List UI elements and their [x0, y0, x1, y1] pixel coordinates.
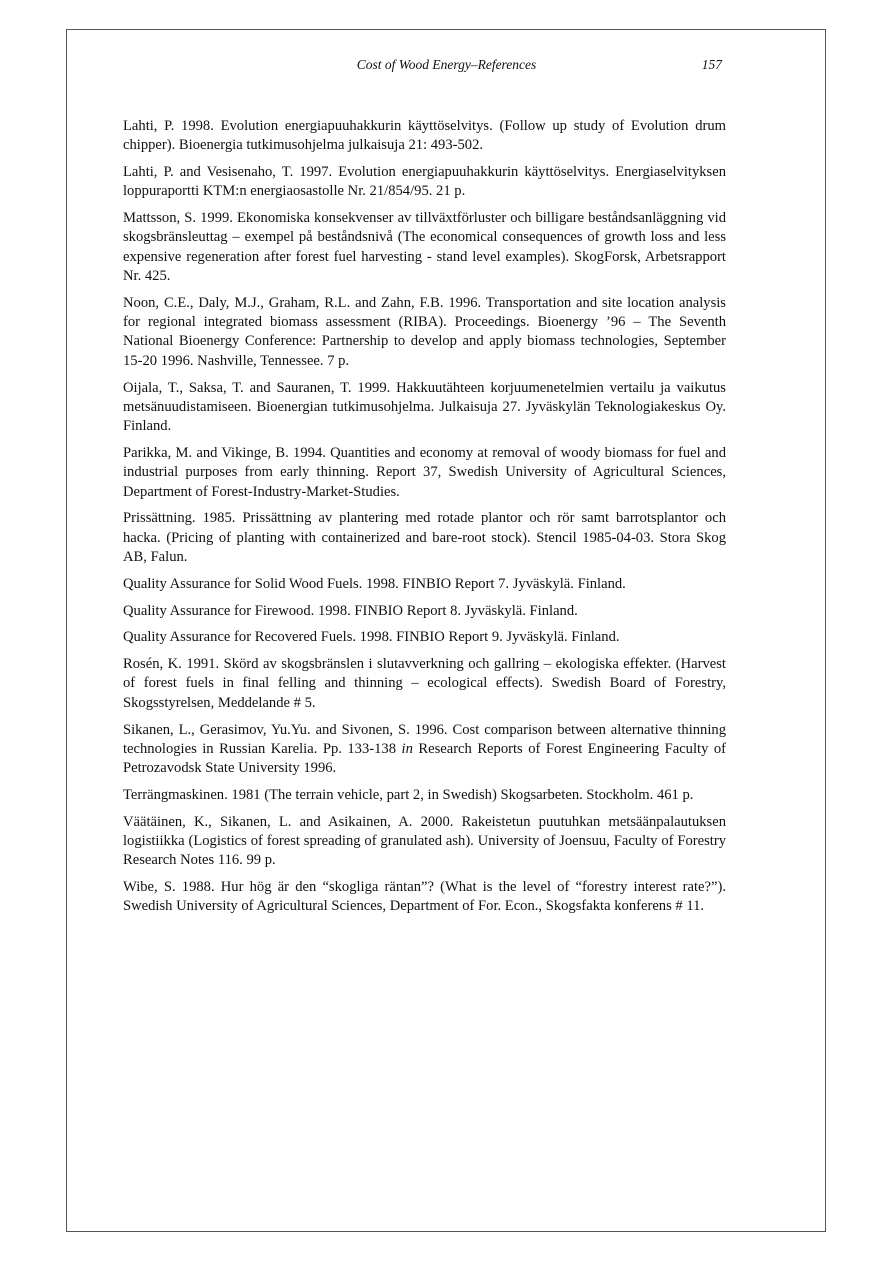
- reference-quality-solid-fuels: Quality Assurance for Solid Wood Fuels. 1998. FINBIO Report 7. Jyväskylä. Finland.: [123, 575, 626, 592]
- reference-sikanen-text-before: Sikanen, L., Gerasimov, Yu.Yu. and Sivonen, S. 1996. Cost comparison between alternative thinning technologies in Russian Karelia. Pp. 133-138: [123, 721, 726, 757]
- header-title: Cost of Wood Energy–References: [356, 57, 537, 72]
- reference-oijala-1999: Oijala, T., Saksa, T. and Sauranen, T. 1999. Hakkuutähteen korjuumenetelmien vertailu ja vaikutus metsänuudistamiseen. Bioenergian tutkimusohjelma. Julkaisuja 27. Jyväskylän Teknologiakeskus Oy. Finland.: [123, 379, 726, 435]
- reference-list: [123, 117, 726, 924]
- reference-sikanen-1996: [123, 721, 726, 779]
- reference-vaatainen-2000: Väätäinen, K., Sikanen, L. and Asikainen, A. 2000. Rakeistetun puutuhkan metsäänpalautuksen logistiikka (Logistics of forest spreading of granulated ash). University of Joensuu, Faculty of Forestry Research Notes 116. 99 p.: [123, 813, 726, 869]
- reference-sikanen-text-after: Research Reports of Forest Engineering Faculty of Petrozavodsk State University 1996.: [123, 740, 727, 777]
- reference-lahti-1998: Lahti, P. 1998. Evolution energiapuuhakkurin käyttöselvitys. (Follow up study of Evolution drum chipper). Bioenergia tutkimusohjelma julkaisuja 21: 493-502.: [123, 118, 726, 154]
- reference-noon-1996: Noon, C.E., Daly, M.J., Graham, R.L. and Zahn, F.B. 1996. Transportation and site location analysis for regional integrated biomass assessment (RIBA). Proceedings. Bioenergy ’96 – The Seventh National Bioenergy Conference: Partnership to develop and apply biomass technologies, September 15-20 1996. Nashville, Tennessee. 7 p.: [123, 294, 726, 369]
- reference-prissattning-1985: Prissättning. 1985. Prissättning av plantering med rotade plantor och rör samt barrotsplantor och hacka. (Pricing of planting with containerized and bare-root stock). Stencil 1985-04-03. Stora Skog AB, Falun.: [123, 510, 726, 565]
- reference-quality-firewood: Quality Assurance for Firewood. 1998. FINBIO Report 8. Jyväskylä. Finland.: [123, 602, 578, 619]
- reference-wibe-1988: Wibe, S. 1988. Hur hög är den “skogliga räntan”? (What is the level of “forestry interest rate?”). Swedish University of Agricultural Sciences, Department of For. Econ., Skogsfakta konferens # 11.: [123, 879, 726, 915]
- reference-sikanen-in: in: [401, 740, 413, 757]
- reference-terrangmaskinen-1981: Terrängmaskinen. 1981 (The terrain vehicle, part 2, in Swedish) Skogsarbeten. Stockholm. 461 p.: [123, 786, 694, 803]
- reference-parikka-1994: Parikka, M. and Vikinge, B. 1994. Quantities and economy at removal of woody biomass for fuel and industrial purposes from early thinning. Report 37, Swedish University of Agricultural Sciences, Department of Forest-Industry-Market-Studies.: [123, 444, 726, 500]
- running-header: [0, 57, 893, 77]
- reference-rosen-1991: Rosén, K. 1991. Skörd av skogsbränslen i slutavverkning och gallring – ekologiska effekter. (Harvest of forest fuels in final felling and thinning – ecological effects). Swedish Board of Forestry, Skogsstyrelsen, Meddelande # 5.: [123, 656, 726, 711]
- reference-quality-recovered-fuels: Quality Assurance for Recovered Fuels. 1998. FINBIO Report 9. Jyväskylä. Finland.: [123, 629, 620, 646]
- page-number: 157: [701, 57, 722, 72]
- reference-mattsson-1999: Mattsson, S. 1999. Ekonomiska konsekvenser av tillväxtförluster och billigare beståndsanläggning vid skogsbränsleuttag – exempel på beståndsnivå (The economical consequences of growth loss and less expensive regeneration after forest fuel harvesting - stand level examples). SkogForsk, Arbetsrapport Nr. 425.: [123, 210, 726, 285]
- reference-lahti-vesisenaho-1997: Lahti, P. and Vesisenaho, T. 1997. Evolution energiapuuhakkurin käyttöselvitys. Energiaselvityksen loppuraportti KTM:n energiaosastolle Nr. 21/854/95. 21 p.: [123, 164, 726, 200]
